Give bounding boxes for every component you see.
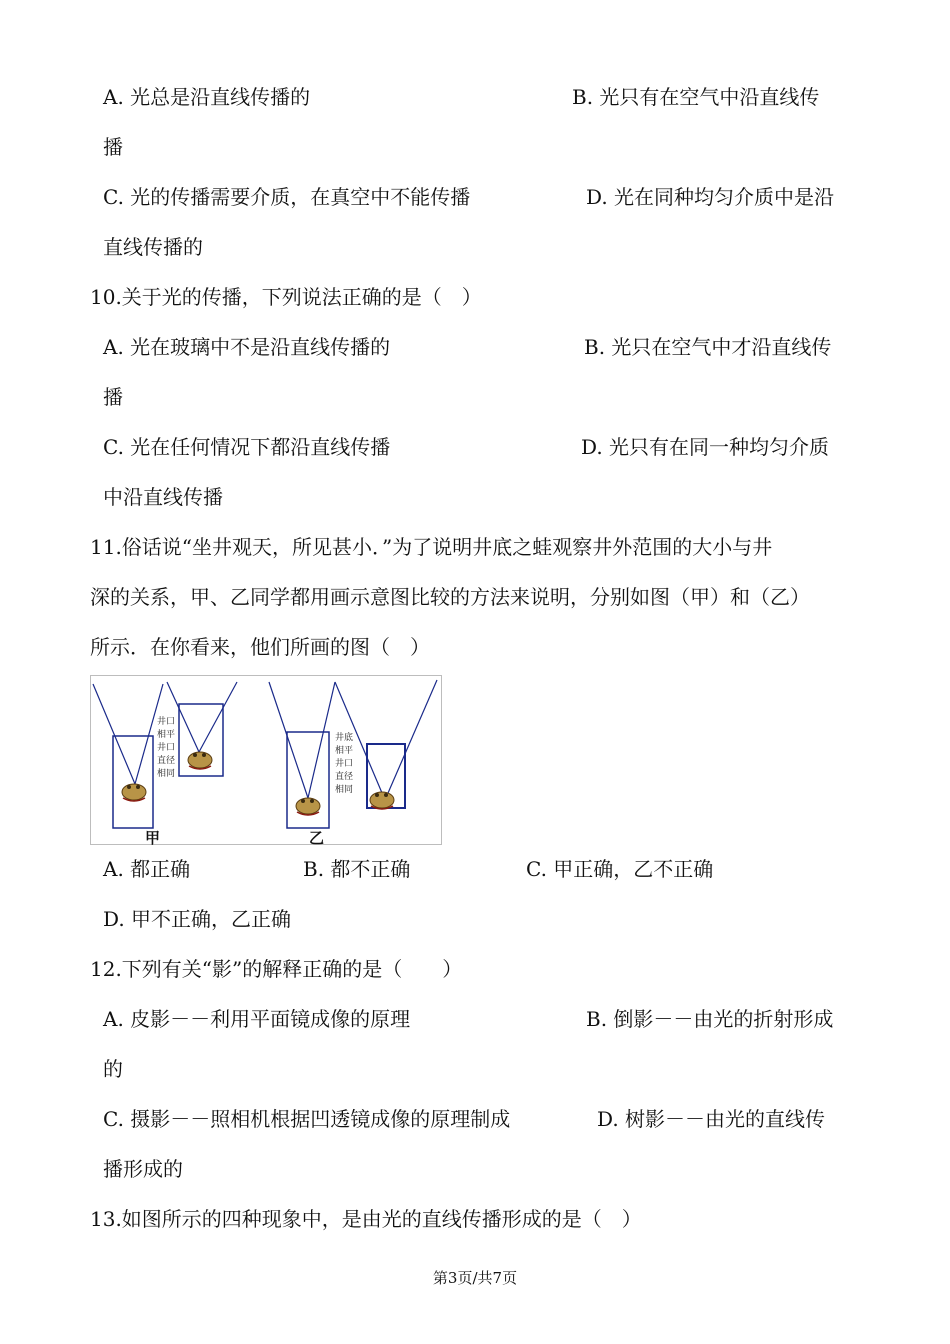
q10-stem: 10.关于光的传播，下列说法正确的是（ ）	[90, 285, 482, 309]
jia-note-1: 相平	[157, 730, 176, 740]
well-frog-figure	[90, 675, 442, 845]
yi-note-2: 井口	[335, 759, 354, 769]
jia-note-2: 井口	[157, 743, 176, 753]
jia-note-4: 相同	[157, 769, 176, 779]
q12-option-d-continued: 播形成的	[103, 1157, 183, 1181]
yi-left-well-sightline-left	[269, 682, 308, 798]
jia-frog-2	[188, 752, 212, 769]
yi-note-1: 相平	[335, 746, 354, 756]
q11-option-d: D. 甲不正确，乙正确	[103, 907, 292, 931]
q10-option-b: B. 光只在空气中才沿直线传	[584, 335, 832, 359]
yi-annotation	[335, 731, 353, 795]
q9-option-a: A. 光总是沿直线传播的	[103, 85, 311, 109]
q11-stem-line-3: 所示．在你看来，他们所画的图（ ）	[90, 635, 430, 659]
q10-option-d: D. 光只有在同一种均匀介质	[581, 435, 830, 459]
q10-option-a: A. 光在玻璃中不是沿直线传播的	[103, 335, 391, 359]
q9-option-c: C. 光的传播需要介质，在真空中不能传播	[103, 185, 471, 209]
q10-option-b-continued: 播	[103, 385, 123, 409]
jia-frog-1	[122, 784, 146, 801]
jia-note-3: 直径	[157, 756, 176, 766]
q12-option-d: D. 树影－－由光的直线传	[597, 1107, 826, 1131]
q9-option-b-continued: 播	[103, 135, 123, 159]
yi-frog-2	[370, 792, 394, 809]
yi-left-well-sightline-right	[308, 682, 335, 798]
q12-option-b: B. 倒影－－由光的折射形成	[586, 1007, 834, 1031]
q11-stem-line-2: 深的关系，甲、乙同学都用画示意图比较的方法来说明，分别如图（甲）和（乙）	[90, 585, 810, 609]
q11-stem-line-1: 11.俗话说“坐井观天，所见甚小．”为了说明井底之蛙观察井外范围的大小与井	[90, 535, 773, 559]
yi-note-0: 井底	[335, 733, 354, 743]
q12-stem: 12.下列有关“影”的解释正确的是（ ）	[90, 957, 463, 981]
q9-option-b: B. 光只有在空气中沿直线传	[572, 85, 820, 109]
jia-deep-well	[113, 736, 153, 828]
yi-frog-1	[296, 798, 320, 815]
jia-shallow-well-sightline-right	[199, 682, 237, 752]
jia-note-0: 井口	[157, 717, 176, 727]
q9-option-d: D. 光在同种均匀介质中是沿	[586, 185, 835, 209]
q12-option-b-continued: 的	[103, 1057, 123, 1081]
q12-option-c: C. 摄影－－照相机根据凹透镜成像的原理制成	[103, 1107, 511, 1131]
well-frog-diagram	[91, 676, 441, 844]
q10-option-c: C. 光在任何情况下都沿直线传播	[103, 435, 391, 459]
q11-option-b: B. 都不正确	[303, 857, 411, 881]
yi-right-well-sightline-right	[385, 680, 437, 800]
q11-option-a: A. 都正确	[103, 857, 191, 881]
q12-option-a: A. 皮影－－利用平面镜成像的原理	[103, 1007, 411, 1031]
figure-label-yi: 乙	[309, 829, 325, 847]
q9-option-d-continued: 直线传播的	[103, 235, 203, 259]
q11-option-c: C. 甲正确，乙不正确	[526, 857, 714, 881]
figure-label-jia: 甲	[145, 829, 161, 847]
q13-stem: 13.如图所示的四种现象中，是由光的直线传播形成的是（ ）	[90, 1207, 642, 1231]
yi-note-3: 直径	[335, 772, 354, 782]
jia-deep-well-sightline-left	[93, 684, 135, 784]
yi-note-4: 相同	[335, 785, 354, 795]
q10-option-d-continued: 中沿直线传播	[103, 485, 223, 509]
page-number-footer: 第3页/共7页	[432, 1269, 518, 1287]
jia-annotation	[157, 715, 175, 779]
